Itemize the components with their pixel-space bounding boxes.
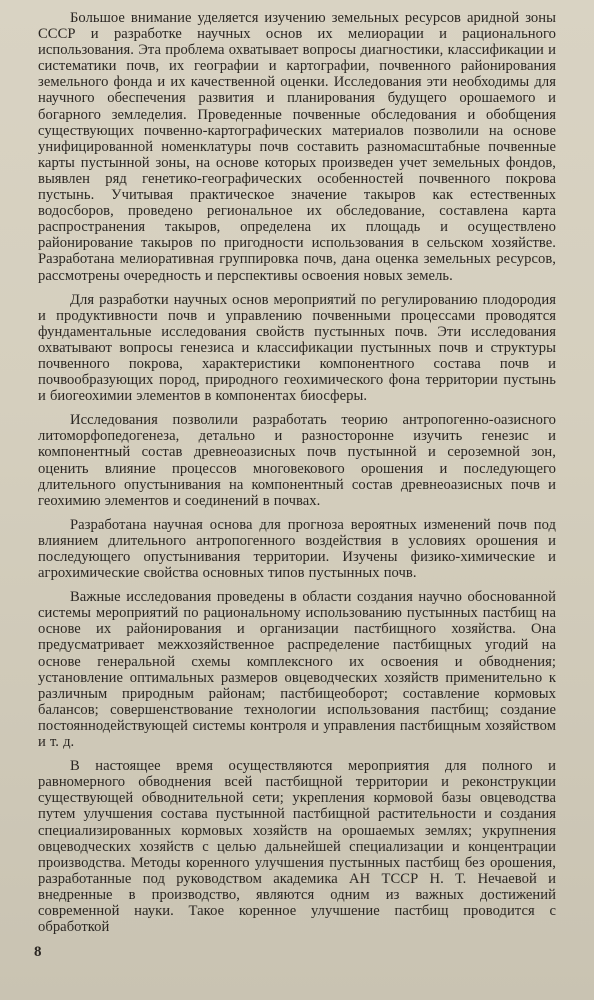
paragraph-soil-fertility: Для разработки научных основ мероприятий по регулированию плодородия и продуктивности почв и управлению почвенными процессами проводятся фундаментальные исследования свойств пустынных почв. Эти исследования охватывают вопросы генезиса и классификации пустынных почв и структуры почвенного покрова, характеристики компонентного состава почв и почвообразующих пород, природного геохимического фона территории пустынь и биогеохимии элементов в компонентах биосферы. — [38, 291, 556, 405]
text-column — [38, 10, 556, 943]
paragraph-pasture-improvement: В настоящее время осуществляются мероприятия для полного и равномерного обводнения всей пастбищной территории и реконструкции существующей обводнительной сети; укрепления кормовой базы овцеводства путем улучшения состава пустынной пастбищной растительности и создания специализированных кормовых хозяйств на орошаемых землях; укрупнения овцеводческих хозяйств с целью дальнейшей специализации и концентрации производства. Методы коренного улучшения пустынных пастбищ без орошения, разработанные под руководством академика АН ТССР Н. Т. Нечаевой и внедренные в производство, являются одним из важных достижений современной науки. Такое коренное улучшение пастбищ проводится с обработкой — [38, 758, 556, 936]
page-number: 8 — [34, 944, 42, 960]
paragraph-land-resources: Большое внимание уделяется изучению земельных ресурсов аридной зоны СССР и разработке научных основ их мелиорации и рационального использования. Эта проблема охватывает вопросы диагностики, классификации и систематики почв, их географии и картографии, почвенного районирования земельного фонда и их качественной оценки. Исследования эти необходимы для научного обеспечения развития и планирования будущего орошаемого и богарного земледелия. Проведенные почвенные обследования и обобщения существующих почвенно-картографических материалов позволили на основе унифицированной номенклатуры почв составить разномасштабные почвенные карты пустынной зоны, на основе которых произведен учет земельных фондов, выявлен ряд генетико-географических особенностей почвенного покрова пустынь. Учитывая практическое значение такыров как естественных водосборов, проведено региональное их обследование, составлена карта распространения такыров, определена их площадь и осуществлено районирование такыров по пригодности использования в сельском хозяйстве. Разработана мелиоративная группировка почв, дана оценка земельных ресурсов, рассмотрены очередность и перспективы освоения новых земель. — [38, 10, 556, 284]
paragraph-soil-forecast: Разработана научная основа для прогноза вероятных изменений почв под влиянием длительного антропогенного воздействия в условиях орошения и последующего опустынивания территории. Изучены физико-химические и агрохимические свойства основных типов пустынных почв. — [38, 516, 556, 582]
paragraph-oasis-pedogenesis: Исследования позволили разработать теорию антропогенно-оазисного литоморфопедогенеза, детально и разносторонне изучить генезис и компонентный состав древнеоазисных почв пустынной и сероземной зон, оценить влияние процессов многовекового орошения и последующего длительного опустынивания на компонентный состав древнеоазисных почв и геохимию элементов и соединений в почвах. — [38, 412, 556, 509]
paragraph-pasture-system: Важные исследования проведены в области создания научно обоснованной системы мероприятий по рациональному использованию пустынных пастбищ на основе их районирования и организации пастбищного хозяйства. Она предусматривает межхозяйственное распределение пастбищных угодий на основе генеральной схемы комплексного их освоения и обводнения; установление оптимальных размеров овцеводческих хозяйств применительно к различным природным районам; пастбищеоборот; составление кормовых балансов; совершенствование технологии использования пастбищ; создание постояннодействующей системы контроля и управления пастбищным хозяйством и т. д. — [38, 589, 556, 751]
